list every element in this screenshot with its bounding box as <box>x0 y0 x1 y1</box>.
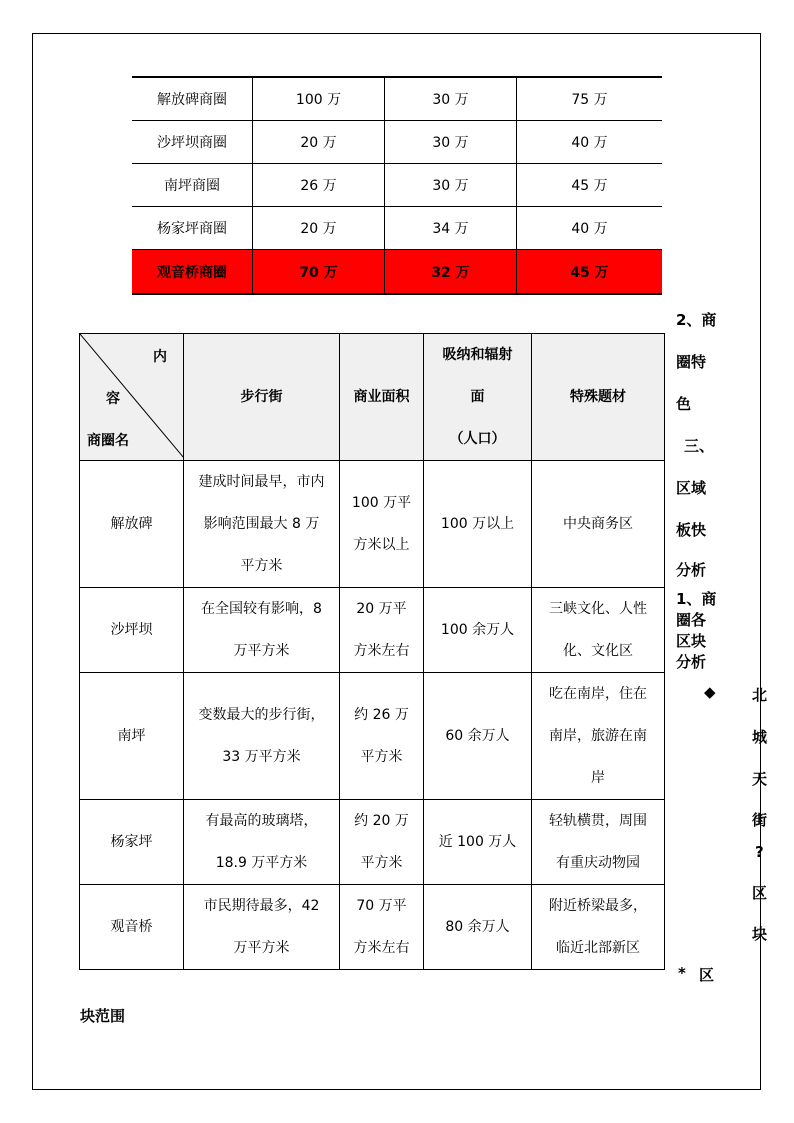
table-row <box>80 885 665 970</box>
table-cell: 沙坪坝商圈 <box>132 121 253 164</box>
table-cell: 中央商务区 <box>532 461 665 588</box>
table-cell <box>532 885 665 970</box>
table-cell: 34 万 <box>385 207 517 250</box>
heading-text: 区域 <box>676 479 707 497</box>
header-label: 商圈名 <box>87 433 129 449</box>
header-label: 容 <box>106 391 120 407</box>
table-cell: 80 余万人 <box>424 885 532 970</box>
cell-line: 平方米 <box>360 855 403 871</box>
table-row <box>132 164 662 207</box>
vertical-text-char: 区 <box>752 884 768 902</box>
table-cell <box>340 588 424 673</box>
table-cell <box>184 673 340 800</box>
table-cell: 100 万 <box>253 77 385 121</box>
heading-text: 色 <box>676 395 692 413</box>
column-header <box>424 334 532 461</box>
column-header: 商业面积 <box>340 334 424 461</box>
table-cell: 沙坪坝 <box>80 588 184 673</box>
cell-line: 变数最大的步行街， <box>198 707 325 723</box>
cell-line: 建成时间最早，市内 <box>198 474 325 490</box>
table-cell: 30 万 <box>385 77 517 121</box>
cell-line: 18.9 万平方米 <box>215 855 308 871</box>
cell-line: 在全国较有影响，8 <box>201 601 322 617</box>
table-row <box>80 588 665 673</box>
table-cell: 26 万 <box>253 164 385 207</box>
table-cell <box>340 673 424 800</box>
cell-line: 临近北部新区 <box>556 940 640 956</box>
district-feature-table <box>79 333 665 970</box>
cell-line: 万平方米 <box>233 940 290 956</box>
table-cell: 75 万 <box>517 77 663 121</box>
cell-line: 方米左右 <box>353 940 410 956</box>
table-cell: 解放碑商圈 <box>132 77 253 121</box>
column-header: 步行街 <box>184 334 340 461</box>
table-cell: 20 万 <box>253 121 385 164</box>
cell-line: 吃在南岸，住在 <box>549 686 647 702</box>
table-cell <box>532 588 665 673</box>
table-cell: 南坪商圈 <box>132 164 253 207</box>
heading-text: 圈各 <box>676 611 707 629</box>
cell-line: 有重庆动物园 <box>556 855 640 871</box>
cell-line: 100 万平 <box>351 495 412 511</box>
cell-line: 约 20 万 <box>354 813 409 829</box>
table-cell: 杨家坪商圈 <box>132 207 253 250</box>
table-row-highlighted <box>132 250 662 295</box>
table-cell: 杨家坪 <box>80 800 184 885</box>
table-cell: 70 万 <box>253 250 385 295</box>
cell-line: 南岸，旅游在南 <box>549 728 647 744</box>
table-cell <box>340 885 424 970</box>
vertical-text-char: 块 <box>752 925 768 943</box>
table-cell <box>184 588 340 673</box>
vertical-text-char: 北 <box>752 686 768 704</box>
heading-text: 块范围 <box>80 1007 126 1025</box>
cell-line: 化、文化区 <box>563 643 633 659</box>
cell-line: 影响范围最大 8 万 <box>203 516 320 532</box>
heading-text: 区 <box>699 966 715 984</box>
table-cell <box>184 885 340 970</box>
table-cell: 60 余万人 <box>424 673 532 800</box>
cell-line: 附近桥梁最多， <box>549 898 647 914</box>
table-cell <box>532 800 665 885</box>
table-row <box>132 77 662 121</box>
table-cell: 45 万 <box>517 250 663 295</box>
table-cell: 100 万以上 <box>424 461 532 588</box>
table-row <box>80 800 665 885</box>
vertical-text-char: 城 <box>752 728 768 746</box>
table-cell: 30 万 <box>385 121 517 164</box>
heading-text: 分析 <box>676 561 707 579</box>
cell-line: 方米左右 <box>353 643 410 659</box>
table-cell: 45 万 <box>517 164 663 207</box>
cell-line: 平方米 <box>360 749 403 765</box>
header-line: 吸纳和辐射 <box>442 347 513 363</box>
heading-text: 圈特 <box>676 353 707 371</box>
vertical-text-char: 天 <box>752 770 768 788</box>
table-cell: 解放碑 <box>80 461 184 588</box>
table-cell: 观音桥商圈 <box>132 250 253 295</box>
table-row <box>132 207 662 250</box>
table-cell <box>184 461 340 588</box>
cell-line: 轻轨横贯，周围 <box>549 813 647 829</box>
vertical-text-char: ? <box>755 843 764 861</box>
cell-line: 20 万平 <box>356 601 407 617</box>
cell-line: 33 万平方米 <box>222 749 301 765</box>
heading-text: 分析 <box>676 653 707 671</box>
cell-line: 方米以上 <box>353 537 410 553</box>
column-header: 特殊题材 <box>532 334 665 461</box>
vertical-text-char: 街 <box>752 811 768 829</box>
cell-line: 三峡文化、人性 <box>549 601 647 617</box>
table-cell <box>340 800 424 885</box>
table-cell <box>340 461 424 588</box>
cell-line: 万平方米 <box>233 643 290 659</box>
cell-line: 约 26 万 <box>354 707 409 723</box>
table-cell: 32 万 <box>385 250 517 295</box>
table-header-row <box>80 334 665 461</box>
cell-line: 岸 <box>591 770 605 786</box>
table-row <box>80 673 665 800</box>
heading-text: 区块 <box>676 632 707 650</box>
cell-line: 有最高的玻璃塔， <box>205 813 318 829</box>
cell-line: 70 万平 <box>356 898 407 914</box>
table-row <box>132 121 662 164</box>
table-cell: 近 100 万人 <box>424 800 532 885</box>
heading-text: 板快 <box>676 521 707 539</box>
district-summary-table <box>132 76 662 295</box>
heading-text: 1、商 <box>676 590 717 608</box>
table-cell <box>532 673 665 800</box>
header-label: 内 <box>153 349 167 365</box>
table-cell: 20 万 <box>253 207 385 250</box>
table-cell: 观音桥 <box>80 885 184 970</box>
cell-line: 市民期待最多，42 <box>203 898 320 914</box>
cell-line: 平方米 <box>240 558 283 574</box>
table-cell: 100 余万人 <box>424 588 532 673</box>
table-cell: 30 万 <box>385 164 517 207</box>
diagonal-header-cell <box>80 334 184 461</box>
header-line: 面 <box>470 389 485 405</box>
bullet-icon: ◆ <box>704 683 716 701</box>
header-line: （人口） <box>449 431 506 447</box>
table-cell: 40 万 <box>517 207 663 250</box>
asterisk-text: * <box>678 964 686 982</box>
table-row <box>80 461 665 588</box>
heading-text: 2、商 <box>676 311 717 329</box>
table-cell: 南坪 <box>80 673 184 800</box>
table-cell <box>184 800 340 885</box>
table-cell: 40 万 <box>517 121 663 164</box>
heading-text: 三、 <box>684 437 715 455</box>
